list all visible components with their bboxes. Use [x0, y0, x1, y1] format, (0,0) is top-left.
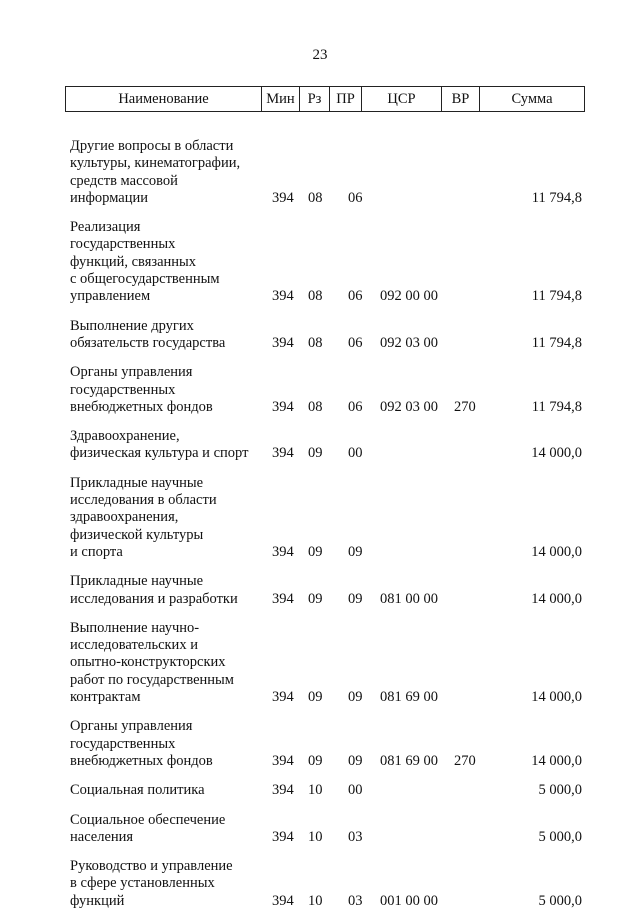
row-sum: 5 000,0	[538, 782, 582, 799]
row-min: 394	[272, 892, 294, 909]
header-min: Мин	[262, 87, 300, 111]
table-row	[70, 219, 590, 305]
row-min: 394	[272, 288, 294, 305]
header-name: Наименование	[66, 87, 262, 111]
row-pr: 03	[348, 828, 363, 845]
page-number: 23	[312, 47, 328, 63]
row-sum: 14 000,0	[531, 752, 582, 769]
row-csr: 092 03 00	[380, 398, 438, 415]
table-row	[70, 812, 590, 847]
row-sum: 11 794,8	[531, 334, 582, 351]
header-pr: ПР	[330, 87, 362, 111]
row-min: 394	[272, 689, 294, 706]
row-csr: 081 69 00	[380, 752, 438, 769]
row-rz: 09	[308, 445, 323, 462]
row-sum: 11 794,8	[531, 189, 582, 206]
table-row	[70, 138, 590, 207]
row-rz: 08	[308, 334, 323, 351]
row-name: Социальная политика	[70, 782, 205, 799]
row-min: 394	[272, 828, 294, 845]
row-rz: 08	[308, 398, 323, 415]
row-rz: 10	[308, 782, 323, 799]
row-pr: 09	[348, 590, 363, 607]
row-min: 394	[272, 189, 294, 206]
row-min: 394	[272, 398, 294, 415]
row-name: Здравоохранение, физическая культура и спорт	[70, 428, 249, 462]
row-name: Выполнение научно- исследовательских и опытно-конструкторских работ по государственным контрактам	[70, 619, 234, 706]
row-min: 394	[272, 752, 294, 769]
row-rz: 10	[308, 828, 323, 845]
row-rz: 09	[308, 543, 323, 560]
row-sum: 14 000,0	[531, 543, 582, 560]
row-rz: 09	[308, 689, 323, 706]
row-sum: 14 000,0	[531, 445, 582, 462]
row-csr: 081 00 00	[380, 590, 438, 607]
table-row	[70, 318, 590, 353]
row-csr: 092 03 00	[380, 334, 438, 351]
row-pr: 09	[348, 752, 363, 769]
header-vr: ВР	[442, 87, 480, 111]
table-row	[70, 475, 590, 561]
row-min: 394	[272, 782, 294, 799]
header-sum: Сумма	[511, 91, 553, 107]
table-body	[70, 138, 590, 922]
table-header	[65, 86, 585, 112]
row-sum: 14 000,0	[531, 689, 582, 706]
header-rz: Рз	[300, 87, 330, 111]
row-pr: 06	[348, 189, 363, 206]
row-vr: 270	[454, 398, 476, 415]
table-row	[70, 858, 590, 910]
row-rz: 08	[308, 189, 323, 206]
row-min: 394	[272, 445, 294, 462]
row-pr: 06	[348, 334, 363, 351]
row-pr: 06	[348, 398, 363, 415]
table-row	[70, 718, 590, 770]
row-pr: 09	[348, 689, 363, 706]
table-row	[70, 573, 590, 608]
row-min: 394	[272, 543, 294, 560]
row-name: Органы управления государственных внебюджетных фондов	[70, 364, 213, 415]
table-row	[70, 364, 590, 416]
row-name: Прикладные научные исследования и разработки	[70, 573, 238, 607]
table-row	[70, 782, 590, 799]
row-pr: 03	[348, 892, 363, 909]
row-csr: 001 00 00	[380, 892, 438, 909]
row-sum: 5 000,0	[538, 892, 582, 909]
row-min: 394	[272, 334, 294, 351]
row-name: Руководство и управление в сфере установленных функций	[70, 858, 233, 909]
row-name: Прикладные научные исследования в области здравоохранения, физической культуры и спорта	[70, 474, 217, 560]
row-name: Органы управления государственных внебюджетных фондов	[70, 718, 213, 769]
row-vr: 270	[454, 752, 476, 769]
header-csr: ЦСР	[362, 87, 442, 111]
row-name: Реализация государственных функций, связанных с общегосударственным управлением	[70, 219, 220, 305]
row-rz: 08	[308, 288, 323, 305]
row-rz: 10	[308, 892, 323, 909]
table-row	[70, 620, 590, 706]
row-pr: 06	[348, 288, 363, 305]
row-pr: 00	[348, 445, 363, 462]
row-csr: 092 00 00	[380, 288, 438, 305]
row-name: Другие вопросы в области культуры, кинематографии, средств массовой информации	[70, 138, 241, 206]
row-pr: 09	[348, 543, 363, 560]
row-csr: 081 69 00	[380, 689, 438, 706]
row-sum: 5 000,0	[538, 828, 582, 845]
row-rz: 09	[308, 590, 323, 607]
row-sum: 14 000,0	[531, 590, 582, 607]
row-sum: 11 794,8	[531, 288, 582, 305]
table-row	[70, 428, 590, 463]
row-rz: 09	[308, 752, 323, 769]
row-sum: 11 794,8	[531, 398, 582, 415]
row-pr: 00	[348, 782, 363, 799]
row-name: Выполнение других обязательств государства	[70, 317, 226, 351]
row-min: 394	[272, 590, 294, 607]
row-name: Социальное обеспечение населения	[70, 811, 226, 845]
